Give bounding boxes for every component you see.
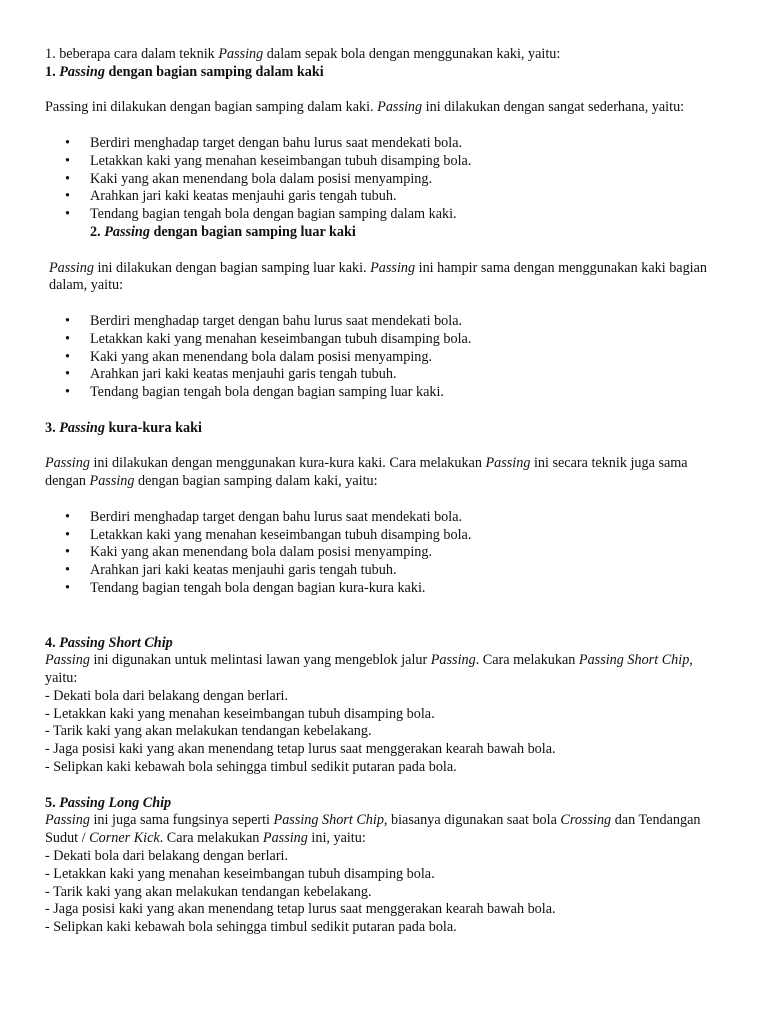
bullet-icon: • bbox=[65, 152, 70, 169]
paragraph-emphasis: Passing bbox=[45, 652, 90, 669]
intro-line bbox=[45, 46, 708, 64]
paragraph-emphasis: Passing bbox=[89, 473, 135, 490]
list-item bbox=[45, 153, 708, 171]
intro-text-end: dalam sepak bola dengan menggunakan kaki, yaitu: bbox=[263, 46, 561, 62]
section-number: 1. bbox=[45, 63, 60, 80]
step-line: - Letakkan kaki yang menahan keseimbangan tubuh disamping bola. bbox=[45, 865, 435, 882]
paragraph-text: ini juga sama fungsinya seperti bbox=[89, 812, 274, 829]
bullet-icon: • bbox=[65, 134, 70, 151]
list-item bbox=[45, 562, 708, 580]
paragraph-emphasis: Passing bbox=[377, 99, 423, 116]
bullet-icon: • bbox=[65, 579, 70, 596]
bullet-icon: • bbox=[65, 348, 70, 365]
section-number: 5. bbox=[45, 794, 60, 811]
bullet-icon: • bbox=[65, 366, 70, 383]
section-3-heading bbox=[45, 420, 708, 438]
paragraph-text-end: ini dilakukan dengan sangat sederhana, yaitu: bbox=[422, 99, 685, 116]
bullet-icon: • bbox=[65, 508, 70, 525]
step-line: - Tarik kaki yang akan melakukan tendangan kebelakang. bbox=[45, 723, 372, 740]
list-item bbox=[45, 188, 708, 206]
bullet-icon: • bbox=[65, 312, 70, 329]
list-item-text: Tendang bagian tengah bola dengan bagian samping dalam kaki. bbox=[90, 206, 457, 223]
heading-emphasis: Passing bbox=[104, 223, 150, 240]
intro-emphasis: Passing bbox=[218, 46, 264, 62]
list-item-text: Arahkan jari kaki keatas menjauhi garis tengah tubuh. bbox=[90, 366, 397, 383]
paragraph-text-end: dengan bagian samping dalam kaki, yaitu: bbox=[134, 473, 378, 490]
list-item bbox=[45, 509, 708, 527]
list-item bbox=[45, 527, 708, 545]
section-1-paragraph bbox=[45, 99, 708, 117]
paragraph-emphasis: Passing bbox=[45, 455, 90, 472]
paragraph-emphasis: Passing bbox=[45, 812, 90, 829]
bullet-icon: • bbox=[65, 562, 70, 579]
section-2-paragraph bbox=[45, 260, 708, 296]
bullet-icon: • bbox=[65, 170, 70, 187]
bullet-icon: • bbox=[65, 544, 70, 561]
step-line: - Letakkan kaki yang menahan keseimbangan tubuh disamping bola. bbox=[45, 705, 435, 722]
list-item bbox=[45, 366, 708, 384]
paragraph-emphasis: Passing bbox=[49, 259, 94, 276]
paragraph-emphasis: Passing bbox=[485, 455, 531, 472]
step-line: - Jaga posisi kaki yang akan menendang tetap lurus saat menggerakan kearah bawah bola. bbox=[45, 741, 556, 758]
step-line: - Dekati bola dari belakang dengan berlari. bbox=[45, 687, 289, 704]
list-item-text: Berdiri menghadap target dengan bahu lurus saat mendekati bola. bbox=[90, 134, 463, 151]
list-item bbox=[45, 135, 708, 153]
list-item bbox=[45, 580, 708, 598]
bullet-icon: • bbox=[65, 384, 70, 401]
list-item-text: Letakkan kaki yang menahan keseimbangan tubuh disamping bola. bbox=[90, 152, 472, 169]
step-line: - Dekati bola dari belakang dengan berlari. bbox=[45, 848, 289, 865]
heading-text: kura-kura kaki bbox=[104, 419, 202, 436]
paragraph-text: ini digunakan untuk melintasi lawan yang mengeblok jalur bbox=[89, 652, 431, 669]
section-1-heading bbox=[45, 64, 708, 82]
list-item-text: Tendang bagian tengah bola dengan bagian samping luar kaki. bbox=[90, 384, 444, 401]
paragraph-emphasis: Passing Short Chip bbox=[273, 812, 384, 829]
section-1-bullet-list bbox=[45, 135, 708, 224]
section-number: 3. bbox=[45, 419, 60, 436]
section-4-heading bbox=[45, 635, 708, 653]
heading-emphasis: Passing bbox=[59, 63, 105, 80]
list-item bbox=[45, 384, 708, 402]
list-item bbox=[45, 331, 708, 349]
paragraph-text: Passing ini dilakukan dengan bagian samping dalam kaki. bbox=[45, 99, 378, 116]
paragraph-emphasis: Passing bbox=[370, 259, 416, 276]
paragraph-text: , biasanya digunakan saat bola bbox=[383, 812, 561, 829]
step-line: - Jaga posisi kaki yang akan menendang tetap lurus saat menggerakan kearah bawah bola. bbox=[45, 901, 556, 918]
heading-emphasis: Passing bbox=[59, 419, 105, 436]
section-5-paragraph bbox=[45, 812, 708, 848]
paragraph-text: ini secara teknik juga sama dengan bbox=[45, 455, 688, 490]
bullet-icon: • bbox=[65, 330, 70, 347]
bullet-icon: • bbox=[65, 188, 70, 205]
list-item-text: Arahkan jari kaki keatas menjauhi garis tengah tubuh. bbox=[90, 562, 397, 579]
paragraph-text-end: ini hampir sama dengan menggunakan kaki bagian dalam, yaitu: bbox=[49, 259, 708, 294]
list-item-text: Letakkan kaki yang menahan keseimbangan tubuh disamping bola. bbox=[90, 330, 472, 347]
section-2-bullet-list bbox=[45, 313, 708, 402]
heading-emphasis: Passing Short Chip bbox=[59, 634, 173, 651]
step-line: - Selipkan kaki kebawah bola sehingga timbul sedikit putaran pada bola. bbox=[45, 919, 457, 936]
heading-emphasis: Passing Long Chip bbox=[59, 794, 172, 811]
section-3-paragraph bbox=[45, 455, 708, 491]
paragraph-text: dan Tendangan Sudut / bbox=[45, 812, 701, 847]
paragraph-emphasis: Passing Short Chip bbox=[578, 652, 690, 669]
list-item-text: Letakkan kaki yang menahan keseimbangan tubuh disamping bola. bbox=[90, 526, 472, 543]
paragraph-emphasis: Passing bbox=[262, 830, 308, 847]
paragraph-text: ini dilakukan dengan bagian samping luar kaki. bbox=[93, 259, 371, 276]
list-item bbox=[45, 206, 708, 224]
heading-text: dengan bagian samping luar kaki bbox=[149, 223, 356, 240]
list-item-text: Berdiri menghadap target dengan bahu lurus saat mendekati bola. bbox=[90, 508, 463, 525]
list-item-text: Kaki yang akan menendang bola dalam posisi menyamping. bbox=[90, 544, 432, 561]
paragraph-text: ini dilakukan dengan menggunakan kura-kura kaki. Cara melakukan bbox=[89, 455, 486, 472]
paragraph-text-end: , yaitu: bbox=[45, 652, 693, 687]
section-3-bullet-list bbox=[45, 509, 708, 598]
paragraph-text: . Cara melakukan bbox=[159, 830, 263, 847]
step-line: - Selipkan kaki kebawah bola sehingga timbul sedikit putaran pada bola. bbox=[45, 759, 457, 776]
bullet-icon: • bbox=[65, 526, 70, 543]
list-item-text: Berdiri menghadap target dengan bahu lurus saat mendekati bola. bbox=[90, 312, 463, 329]
bullet-icon: • bbox=[65, 206, 70, 223]
section-number: 2. bbox=[90, 223, 105, 240]
intro-text: 1. beberapa cara dalam teknik bbox=[45, 46, 219, 62]
section-4-paragraph bbox=[45, 652, 708, 688]
step-line: - Tarik kaki yang akan melakukan tendangan kebelakang. bbox=[45, 883, 372, 900]
list-item bbox=[45, 313, 708, 331]
paragraph-text: . Cara melakukan bbox=[475, 652, 579, 669]
list-item-text: Kaki yang akan menendang bola dalam posisi menyamping. bbox=[90, 348, 432, 365]
paragraph-text-end: ini, yaitu: bbox=[307, 830, 366, 847]
list-item-text: Tendang bagian tengah bola dengan bagian kura-kura kaki. bbox=[90, 579, 426, 596]
section-2-heading bbox=[45, 224, 708, 242]
paragraph-emphasis: Crossing bbox=[560, 812, 612, 829]
list-item bbox=[45, 171, 708, 189]
paragraph-emphasis: Passing bbox=[430, 652, 476, 669]
heading-text: dengan bagian samping dalam kaki bbox=[104, 63, 324, 80]
section-5-heading bbox=[45, 795, 708, 813]
list-item-text: Arahkan jari kaki keatas menjauhi garis tengah tubuh. bbox=[90, 188, 397, 205]
paragraph-emphasis: Corner Kick bbox=[89, 830, 160, 847]
list-item bbox=[45, 349, 708, 367]
section-number: 4. bbox=[45, 634, 60, 651]
list-item-text: Kaki yang akan menendang bola dalam posisi menyamping. bbox=[90, 170, 432, 187]
list-item bbox=[45, 544, 708, 562]
